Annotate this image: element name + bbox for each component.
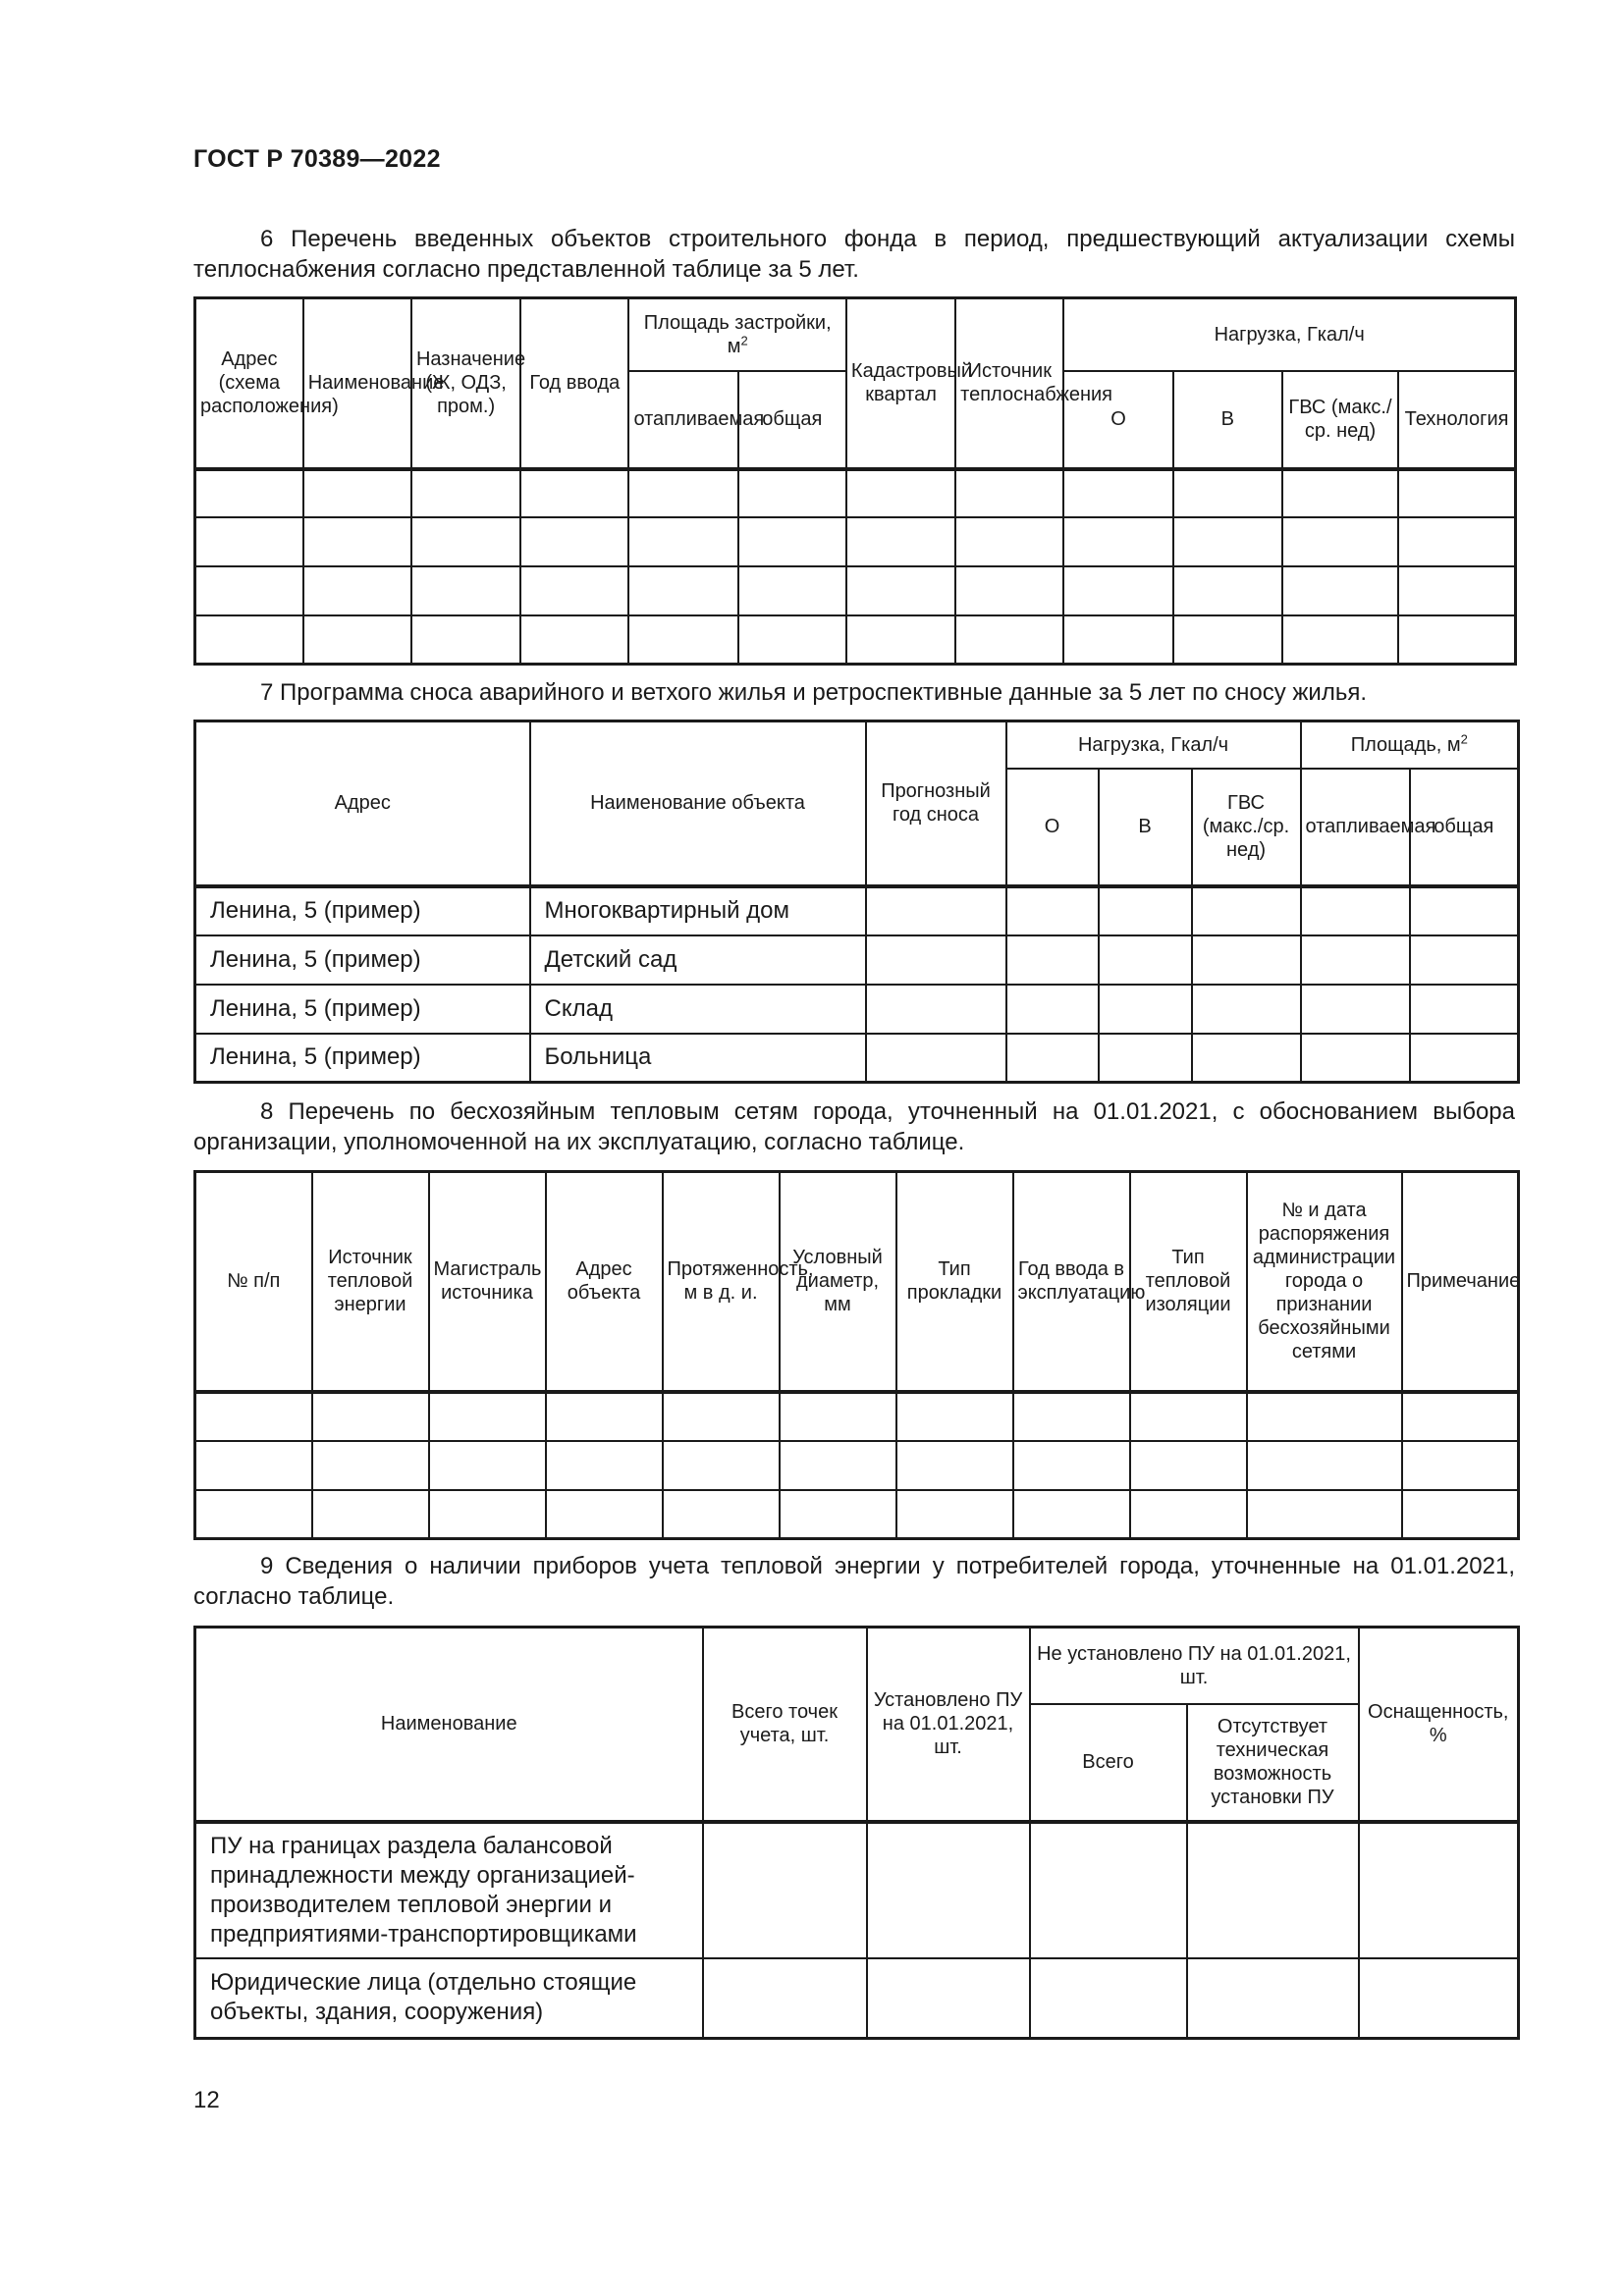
header-load-group: Нагрузка, Гкал/ч: [1006, 721, 1301, 769]
cell-object-name: Больница: [530, 1034, 866, 1083]
table-row: [195, 517, 1516, 566]
header-forecast-year: Прогнозный год сноса: [866, 721, 1006, 886]
header-length: Протяженность, м в д. и.: [663, 1172, 780, 1392]
header-address: Адрес (схема расположения): [195, 298, 303, 469]
table-row: [195, 469, 1516, 517]
header-num: № п/п: [195, 1172, 312, 1392]
table-row: [195, 1958, 1519, 2039]
table-row: [195, 1822, 1519, 1958]
header-load-group: Нагрузка, Гкал/ч: [1063, 298, 1515, 371]
table-row: [195, 615, 1516, 665]
header-laying: Тип прокладки: [896, 1172, 1013, 1392]
header-total: общая: [1410, 769, 1519, 886]
cell-address: Ленина, 5 (пример): [195, 935, 530, 985]
header-main: Магистраль источника: [429, 1172, 546, 1392]
header-diameter: Условный диаметр, мм: [780, 1172, 896, 1392]
header-object-name: Наименование объекта: [530, 721, 866, 886]
header-o: О: [1063, 371, 1172, 469]
header-address: Адрес: [195, 721, 530, 886]
header-total: Всего: [1030, 1704, 1187, 1822]
table-row: [195, 566, 1516, 615]
header-heated: отапливаемая: [628, 371, 737, 469]
section-8-text: 8 Перечень по бесхозяйным тепловым сетям города, уточненный на 01.01.2021, с обоснованием выбора организации, уполномоченной на их эксплуатацию, согласно таблице.: [193, 1098, 1515, 1155]
page-number: 12: [193, 2087, 220, 2113]
table-row: [195, 985, 1519, 1034]
table-row: [195, 1392, 1519, 1441]
section-7-text: 7 Программа сноса аварийного и ветхого жилья и ретроспективные данные за 5 лет по сносу жилья.: [260, 679, 1368, 706]
header-source: Источник тепловой энергии: [312, 1172, 429, 1392]
cell-address: Ленина, 5 (пример): [195, 886, 530, 935]
header-heated: отапливаемая: [1301, 769, 1410, 886]
document-header: ГОСТ Р 70389—2022: [193, 145, 441, 173]
header-source: Источник теплоснабжения: [955, 298, 1063, 469]
cell-address: Ленина, 5 (пример): [195, 1034, 530, 1083]
header-v: В: [1173, 371, 1282, 469]
header-insulation: Тип тепловой изоляции: [1130, 1172, 1247, 1392]
header-year: Год ввода: [520, 298, 628, 469]
header-cadastral: Кадастровый квартал: [846, 298, 955, 469]
header-note: Примечание: [1402, 1172, 1519, 1392]
header-no-possibility: Отсутствует техническая возможность установки ПУ: [1187, 1704, 1359, 1822]
header-v: В: [1099, 769, 1192, 886]
header-area-group: Площадь, $м^2$: [1301, 721, 1519, 769]
cell-object-name: Детский сад: [530, 935, 866, 985]
table-6: [193, 296, 1517, 666]
table-row: [195, 935, 1519, 985]
header-equipped: Оснащенность, %: [1359, 1628, 1519, 1822]
cell-object-name: Многоквартирный дом: [530, 886, 866, 935]
cell-name: Юридические лица (отдельно стоящие объекты, здания, сооружения): [195, 1958, 703, 2039]
table-8: [193, 1170, 1520, 1540]
header-address: Адрес объекта: [546, 1172, 663, 1392]
table-row: [195, 886, 1519, 935]
table-row: [195, 1034, 1519, 1083]
header-total: общая: [738, 371, 846, 469]
header-not-installed-group: Не установлено ПУ на 01.01.2021, шт.: [1030, 1628, 1359, 1704]
table-row: [195, 1441, 1519, 1490]
header-o: О: [1006, 769, 1099, 886]
header-name: Наименование: [195, 1628, 703, 1822]
table-7: [193, 720, 1520, 1084]
section-9-text: 9 Сведения о наличии приборов учета тепловой энергии у потребителей города, уточненные на 01.01.2021, согласно таблице.: [193, 1553, 1515, 1610]
cell-address: Ленина, 5 (пример): [195, 985, 530, 1034]
table-9: [193, 1626, 1520, 2040]
header-area-group: Площадь застройки, $м^2$: [628, 298, 845, 371]
header-year: Год ввода в эксплуатацию: [1013, 1172, 1130, 1392]
header-name: Наименование: [303, 298, 411, 469]
header-order: № и дата распоряжения администрации города о признании бесхозяйными сетями: [1247, 1172, 1402, 1392]
header-gvs: ГВС (макс./ср. нед): [1192, 769, 1301, 886]
header-tech: Технология: [1398, 371, 1515, 469]
section-6-text: 6 Перечень введенных объектов строительного фонда в период, предшествующий актуализации схемы теплоснабжения согласно представленной таблице за 5 лет.: [193, 226, 1515, 283]
header-total-points: Всего точек учета, шт.: [703, 1628, 867, 1822]
cell-object-name: Склад: [530, 985, 866, 1034]
header-installed: Установлено ПУ на 01.01.2021, шт.: [867, 1628, 1030, 1822]
cell-name: ПУ на границах раздела балансовой принадлежности между организацией-производителем тепловой энергии и предприятиями-транспортировщиками: [195, 1822, 703, 1958]
header-gvs: ГВС (макс./ср. нед): [1282, 371, 1398, 469]
table-row: [195, 1490, 1519, 1539]
header-purpose: Назначение (Ж, ОДЗ, пром.): [411, 298, 520, 469]
